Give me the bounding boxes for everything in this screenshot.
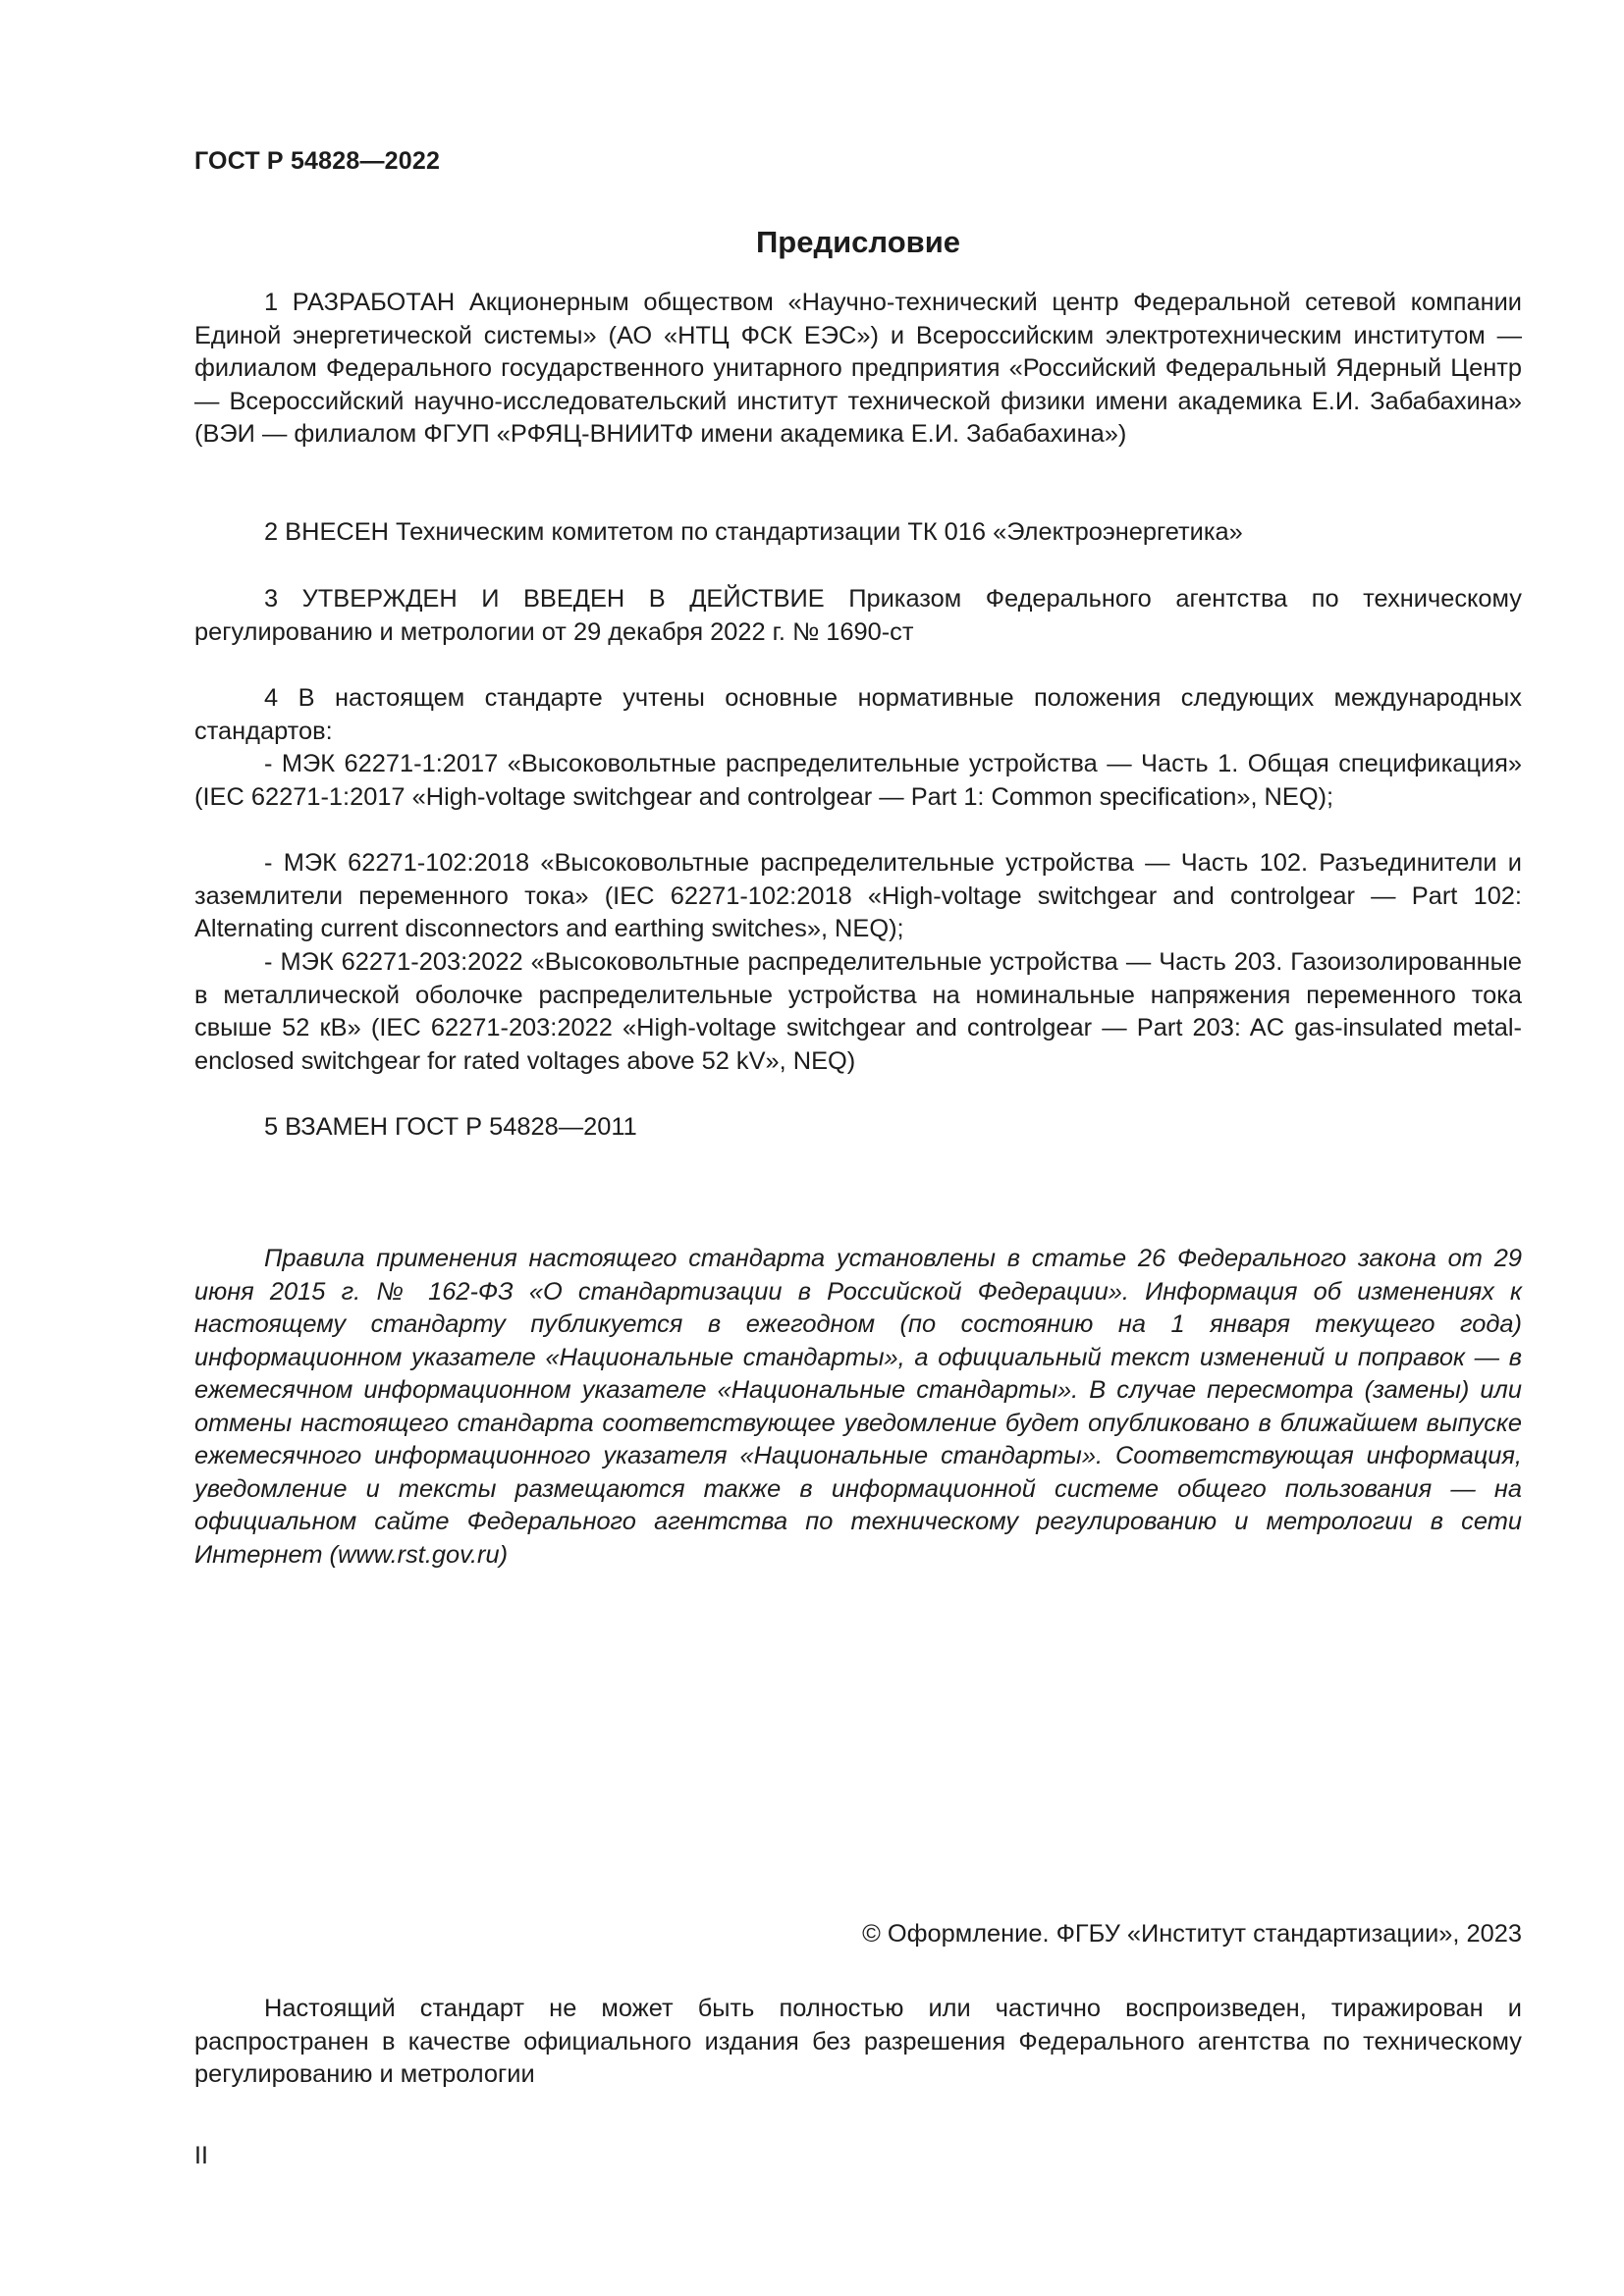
copyright-line: © Оформление. ФГБУ «Институт стандартизации», 2023: [862, 1920, 1522, 1948]
list-item-iec-62271-1: - МЭК 62271-1:2017 «Высоковольтные распределительные устройства — Часть 1. Общая спецификация» (IEC 62271-1:2017 «High-voltage switchgear and controlgear — Part 1: Common specification», NEQ);: [194, 750, 1522, 811]
item-submitted: 2 ВНЕСЕН Техническим комитетом по стандартизации ТК 016 «Электроэнергетика»: [264, 518, 1243, 546]
rules-note: Правила применения настоящего стандарта установлены в статье 26 Федерального закона от 29 июня 2015 г. № 162-ФЗ «О стандартизации в Российской Федерации». Информация об изменениях к настоящему стандарту публикуется в ежегодном (по состоянию на 1 января текущего года) информационном указателе «Национальные стандарты», а официальный текст изменений и поправок — в ежемесячном информационном указателе «Национальные стандарты». В случае пересмотра (замены) или отмены настоящего стандарта соответствующее уведомление будет опубликовано в ближайшем выпуске ежемесячного информационного указателя «Национальные стандарты». Соответствующая информация, уведомление и тексты размещаются также в информационной системе общего пользования — на официальном сайте Федерального агентства по техническому регулированию и метрологии в сети Интернет (www.rst.gov.ru): [194, 1245, 1522, 1569]
list-item-iec-62271-102: - МЭК 62271-102:2018 «Высоковольтные распределительные устройства — Часть 102. Разъединители и заземлители переменного тока» (IEC 62271-102:2018 «High-voltage switchgear and controlgear — Part 102: Alternating current disconnectors and earthing switches», NEQ);: [194, 849, 1522, 942]
document-code: ГОСТ Р 54828—2022: [194, 147, 441, 175]
page-title: Предисловие: [755, 225, 960, 259]
item-approved: 3 УТВЕРЖДЕН И ВВЕДЕН В ДЕЙСТВИЕ Приказом Федерального агентства по техническому регулированию и метрологии от 29 декабря 2022 г. № 1690-ст: [194, 585, 1522, 646]
page-number: II: [194, 2142, 208, 2169]
reproduction-note: Настоящий стандарт не может быть полностью или частично воспроизведен, тиражирован и распространен в качестве официального издания без разрешения Федерального агентства по техническому регулированию и метрологии: [194, 1995, 1522, 2088]
item-standards-intro: 4 В настоящем стандарте учтены основные нормативные положения следующих международных стандартов:: [194, 684, 1522, 745]
item-developed: 1 РАЗРАБОТАН Акционерным обществом «Научно-технический центр Федеральной сетевой компании Единой энергетической системы» (АО «НТЦ ФСК ЕЭС») и Всероссийским электротехническим институтом — филиалом Федерального государственного унитарного предприятия «Российский Федеральный Ядерный Центр — Всероссийский научно-исследовательский институт технической физики имени академика Е.И. Забабахина» (ВЭИ — филиалом ФГУП «РФЯЦ-ВНИИТФ имени академика Е.И. Забабахина»): [194, 289, 1522, 448]
list-item-iec-62271-203: - МЭК 62271-203:2022 «Высоковольтные распределительные устройства — Часть 203. Газоизолированные в металлической оболочке распределительные устройства на номинальные напряжения переменного тока свыше 52 кВ» (IEC 62271-203:2022 «High-voltage switchgear and controlgear — Part 203: AC gas-insulated metal-enclosed switchgear for rated voltages above 52 kV», NEQ): [194, 948, 1522, 1075]
item-replaces: 5 ВЗАМЕН ГОСТ Р 54828—2011: [264, 1113, 637, 1141]
